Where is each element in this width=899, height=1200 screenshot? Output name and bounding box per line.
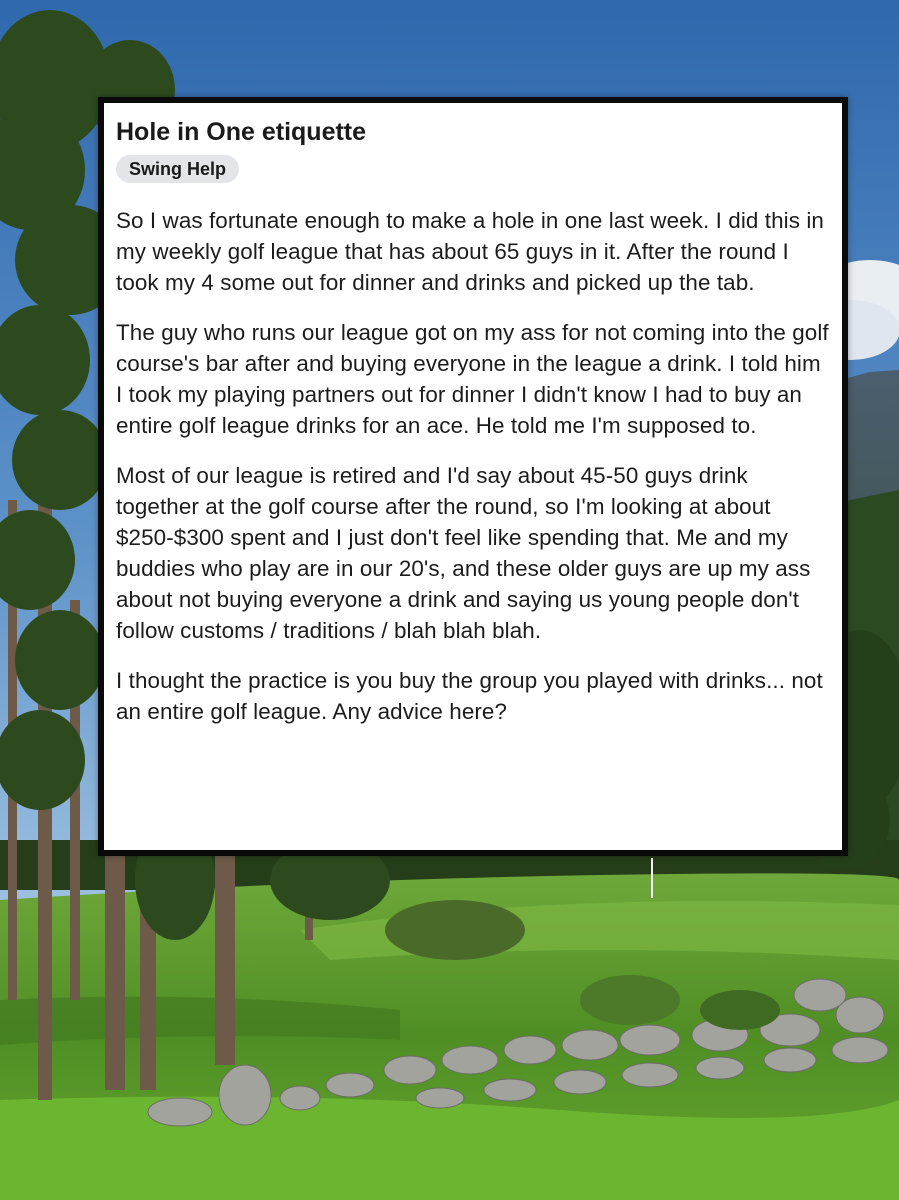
post-paragraph: Most of our league is retired and I'd say about 45-50 guys drink together at the golf course after the round, so I'm looking at about $250-$300 spent and I just don't feel like spending that. Me and my buddies who play are in our 20's, and these older guys are up my ass about not buying everyone a drink and saying us young people don't follow customs / traditions / blah blah blah. [116, 463, 811, 643]
post-paragraph: I thought the practice is you buy the group you played with drinks... not an entire golf league. Any advice here? [116, 668, 823, 724]
post-body [116, 205, 830, 727]
flair-badge[interactable]: Swing Help [116, 155, 239, 183]
post-paragraph: So I was fortunate enough to make a hole in one last week. I did this in my weekly golf league that has about 65 guys in it. After the round I took my 4 some out for dinner and drinks and picked up the tab. [116, 208, 824, 295]
post-title[interactable]: Hole in One etiquette [116, 118, 367, 146]
post-paragraph: The guy who runs our league got on my ass for not coming into the golf course's bar after and buying everyone in the league a drink. I told him I took my playing partners out for dinner I didn't know I had to buy an entire golf league drinks for an ace. He told me I'm supposed to. [116, 320, 829, 438]
post-card [98, 97, 848, 856]
